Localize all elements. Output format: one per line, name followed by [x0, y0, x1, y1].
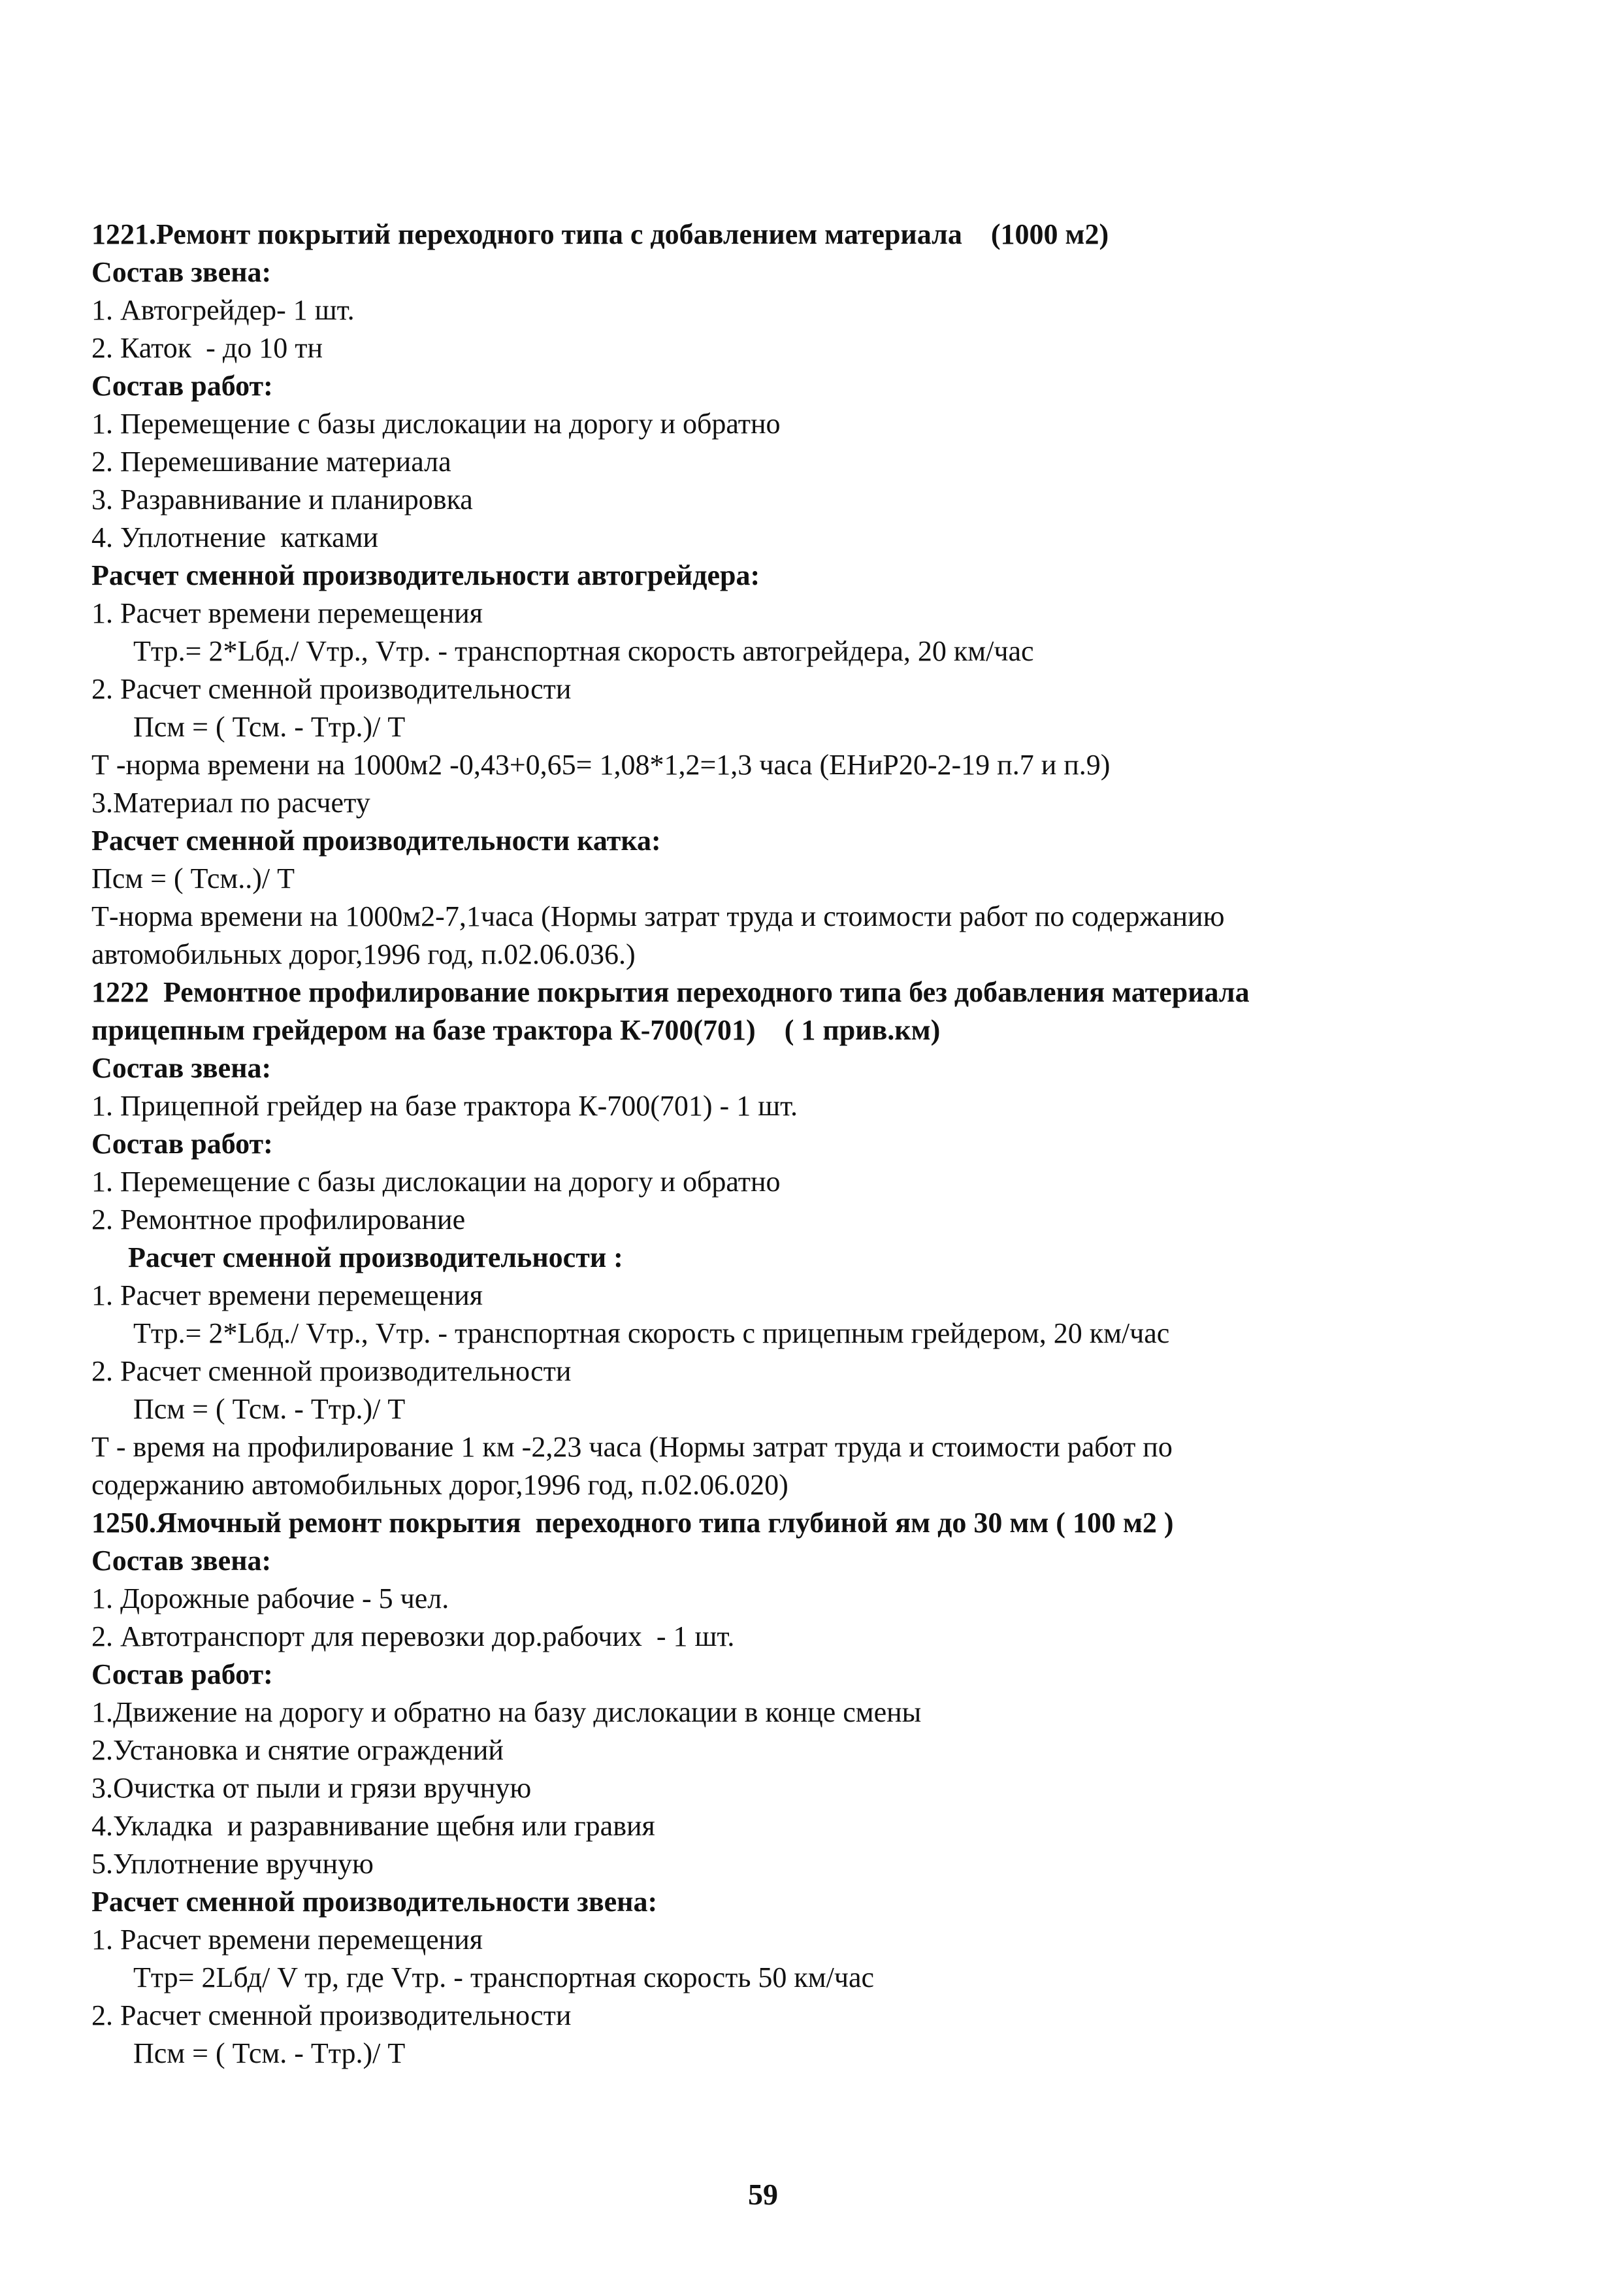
text-line: Псм = ( Тсм. - Ттр.)/ Т [133, 711, 406, 743]
text-line: 2. Расчет сменной производительности [91, 673, 572, 705]
section-heading: Расчет сменной производительности : [128, 1241, 623, 1273]
text-line: Псм = ( Тсм..)/ Т [91, 862, 295, 894]
text-line: Псм = ( Тсм. - Ттр.)/ Т [133, 2037, 406, 2069]
text-line: Ттр.= 2*Lбд./ Vтр., Vтр. - транспортная скорость автогрейдера, 20 км/час [133, 635, 1034, 667]
text-line: 1.Движение на дорогу и обратно на базу дислокации в конце смены [91, 1696, 922, 1728]
text-line: 2. Каток - до 10 тн [91, 332, 323, 364]
section-heading: Состав звена: [91, 1545, 272, 1577]
text-line: 1. Расчет времени перемещения [91, 597, 483, 629]
text-line: 1. Перемещение с базы дислокации на дорогу и обратно [91, 1166, 781, 1198]
document-body [91, 216, 1542, 2073]
section-heading: 1221.Ремонт покрытий переходного типа с добавлением материала (1000 м2) [91, 218, 1109, 250]
section-heading: Состав звена: [91, 256, 272, 288]
text-line: 2. Расчет сменной производительности [91, 1999, 572, 2031]
text-line: 4.Укладка и разравнивание щебня или гравия [91, 1810, 655, 1842]
text-line: 2. Расчет сменной производительности [91, 1355, 572, 1387]
text-line: 1. Расчет времени перемещения [91, 1924, 483, 1956]
text-line: 4. Уплотнение катками [91, 521, 379, 553]
section-heading: Расчет сменной производительности катка: [91, 825, 661, 857]
section-heading: 1222 Ремонтное профилирование покрытия переходного типа без добавления материала [91, 976, 1250, 1008]
text-line: 3.Очистка от пыли и грязи вручную [91, 1772, 532, 1804]
text-line: 3.Материал по расчету [91, 787, 370, 819]
text-line: 1. Перемещение с базы дислокации на дорогу и обратно [91, 408, 781, 440]
page-number: 59 [748, 2178, 778, 2211]
text-line: 3. Разравнивание и планировка [91, 483, 473, 516]
section-heading: Состав работ: [91, 1658, 273, 1690]
text-line: 5.Уплотнение вручную [91, 1848, 374, 1880]
section-heading: Расчет сменной производительности автогрейдера: [91, 559, 760, 591]
text-line: 1. Автогрейдер- 1 шт. [91, 294, 355, 326]
text-line: Псм = ( Тсм. - Ттр.)/ Т [133, 1393, 406, 1425]
text-line: 2.Установка и снятие ограждений [91, 1734, 504, 1766]
text-line: содержанию автомобильных дорог,1996 год, п.02.06.020) [91, 1469, 788, 1501]
text-line: 1. Расчет времени перемещения [91, 1279, 483, 1311]
text-line: Т - время на профилирование 1 км -2,23 часа (Нормы затрат труда и стоимости работ по [91, 1431, 1173, 1463]
section-heading: Расчет сменной производительности звена: [91, 1886, 658, 1918]
text-line: Ттр= 2Lбд/ V тр, где Vтр. - транспортная скорость 50 км/час [133, 1961, 875, 1993]
section-heading: Состав работ: [91, 370, 273, 402]
text-line: Т -норма времени на 1000м2 -0,43+0,65= 1,08*1,2=1,3 часа (ЕНиР20-2-19 п.7 и п.9) [91, 749, 1111, 781]
section-heading: Состав звена: [91, 1052, 272, 1084]
section-heading: 1250.Ямочный ремонт покрытия переходного типа глубиной ям до 30 мм ( 100 м2 ) [91, 1507, 1174, 1539]
text-line: 2. Перемешивание материала [91, 446, 451, 478]
text-line: Т-норма времени на 1000м2-7,1часа (Нормы затрат труда и стоимости работ по содержанию [91, 900, 1225, 932]
text-line: автомобильных дорог,1996 год, п.02.06.036.) [91, 938, 636, 970]
text-line: 1. Дорожные рабочие - 5 чел. [91, 1582, 449, 1614]
text-line: 2. Ремонтное профилирование [91, 1204, 466, 1236]
text-line: 2. Автотранспорт для перевозки дор.рабочих - 1 шт. [91, 1620, 735, 1652]
text-line: Ттр.= 2*Lбд./ Vтр., Vтр. - транспортная скорость с прицепным грейдером, 20 км/час [133, 1317, 1170, 1349]
text-line: 1. Прицепной грейдер на базе трактора К-700(701) - 1 шт. [91, 1090, 798, 1122]
section-heading: прицепным грейдером на базе трактора К-700(701) ( 1 прив.км) [91, 1014, 941, 1046]
section-heading: Состав работ: [91, 1128, 273, 1160]
